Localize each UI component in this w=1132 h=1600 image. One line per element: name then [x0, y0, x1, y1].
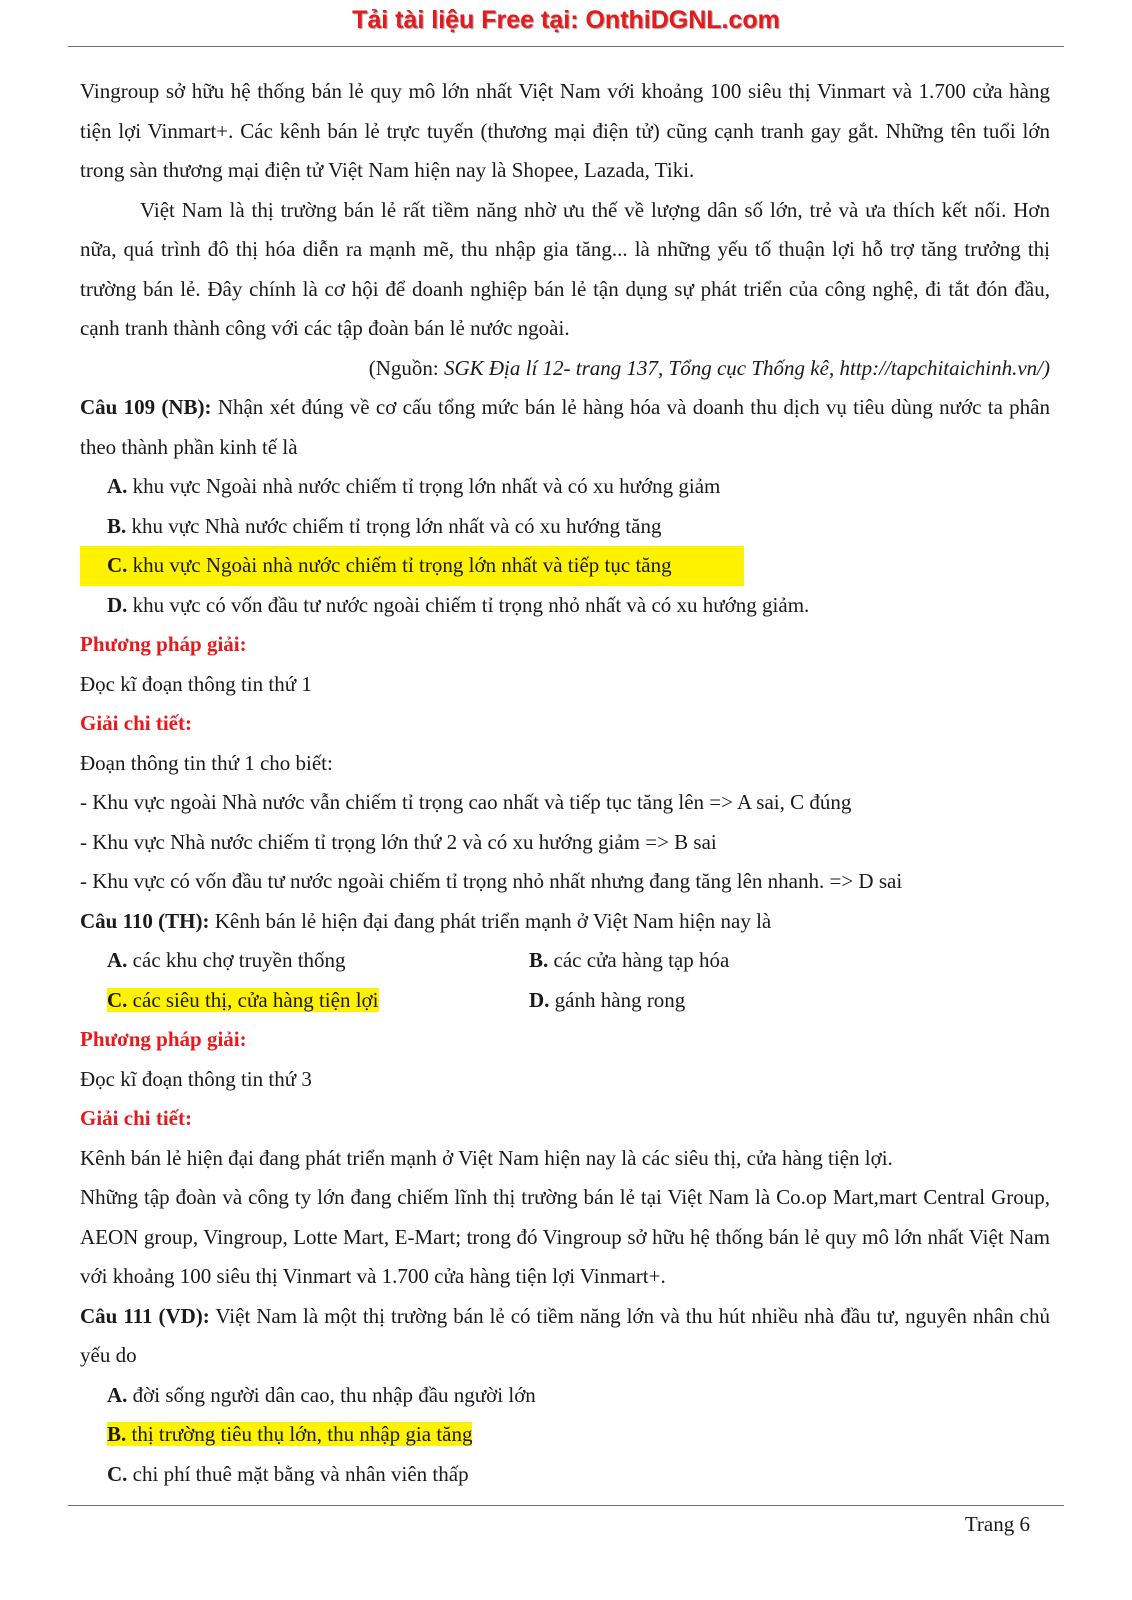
source-prefix: (Nguồn: — [368, 355, 444, 380]
source-italic: SGK Địa lí 12- trang 137, Tổng cục Thống kê, http://tapchitaichinh.vn/) — [443, 355, 1050, 380]
q110-method-text: Đọc kĩ đoạn thông tin thứ 3 — [80, 1066, 312, 1091]
option-text: khu vực Ngoài nhà nước chiếm tỉ trọng lớn nhất và tiếp tục tăng — [127, 553, 672, 577]
question-110-label: Câu 110 (TH): — [80, 908, 210, 933]
question-111-text: Việt Nam là một thị trường bán lẻ có tiềm năng lớn và thu hút nhiều nhà đầu tư, nguyên nhân chủ yếu do — [80, 1303, 1050, 1367]
q110-detail-line: Kênh bán lẻ hiện đại đang phát triển mạnh ở Việt Nam hiện nay là các siêu thị, cửa hàng tiện lợi. — [80, 1145, 893, 1170]
question-109 — [80, 388, 1050, 467]
q109-option-d — [80, 586, 1050, 626]
q110-option-b — [529, 941, 1050, 981]
q109-detail-line: - Khu vực ngoài Nhà nước vẫn chiếm tỉ trọng cao nhất và tiếp tục tăng lên => A sai, C đúng — [80, 790, 852, 814]
option-text: khu vực Nhà nước chiếm tỉ trọng lớn nhất và có xu hướng tăng — [126, 513, 662, 538]
option-key: A. — [107, 948, 128, 972]
option-text: khu vực Ngoài nhà nước chiếm tỉ trọng lớn nhất và có xu hướng giảm — [127, 474, 721, 498]
option-key: C. — [107, 553, 128, 577]
q110-options-row-1 — [80, 941, 1050, 981]
question-109-label: Câu 109 (NB): — [80, 395, 212, 419]
option-key: B. — [529, 948, 549, 972]
option-key: D. — [529, 987, 550, 1012]
q110-option-c-correct — [80, 981, 529, 1021]
q109-detail-line: - Khu vực Nhà nước chiếm tỉ trọng lớn thứ 2 và có xu hướng giảm => B sai — [80, 829, 717, 854]
option-key: D. — [107, 592, 128, 617]
question-109-text: Nhận xét đúng về cơ cấu tổng mức bán lẻ hàng hóa và doanh thu dịch vụ tiêu dùng nước ta phân theo thành phần kinh tế là — [80, 395, 1050, 459]
q109-detail-line: Đoạn thông tin thứ 1 cho biết: — [80, 750, 333, 775]
question-110 — [80, 902, 1050, 942]
site-header-title: Tải tài liệu Free tại: OnthiDGNL.com — [352, 6, 780, 34]
document-body — [80, 72, 1050, 1494]
option-text: gánh hàng rong — [549, 987, 686, 1012]
q109-method-title: Phương pháp giải: — [80, 632, 247, 656]
question-111-label: Câu 111 (VD): — [80, 1303, 210, 1328]
q110-detail-title: Giải chi tiết: — [80, 1106, 192, 1130]
q109-option-a — [80, 467, 1050, 507]
q109-detail-line: - Khu vực có vốn đầu tư nước ngoài chiếm tỉ trọng nhỏ nhất nhưng đang tăng lên nhanh. => D sai — [80, 869, 903, 893]
option-key: B. — [107, 1422, 127, 1446]
option-key: A. — [107, 474, 128, 498]
option-key: C. — [107, 987, 128, 1012]
option-key: A. — [107, 1382, 128, 1407]
q110-detail-line: Những tập đoàn và công ty lớn đang chiếm lĩnh thị trường bán lẻ tại Việt Nam là Co.op Mart,mart Central Group, AEON group, Vingroup, Lotte Mart, E-Mart; trong đó Vingroup sở hữu hệ thống bán lẻ quy mô lớn nhất Việt Nam với khoảng 100 siêu thị Vinmart và 1.700 cửa hàng tiện lợi Vinmart+. — [80, 1185, 1050, 1288]
option-text: các cửa hàng tạp hóa — [548, 948, 730, 972]
option-text: các khu chợ truyền thống — [127, 948, 346, 972]
q109-detail-title: Giải chi tiết: — [80, 711, 192, 735]
intro-paragraph-1: Vingroup sở hữu hệ thống bán lẻ quy mô lớn nhất Việt Nam với khoảng 100 siêu thị Vinmart và 1.700 cửa hàng tiện lợi Vinmart+. Các kênh bán lẻ trực tuyến (thương mại điện tử) cũng cạnh tranh gay gắt. Những tên tuổi lớn trong sàn thương mại điện tử Việt Nam hiện nay là Shopee, Lazada, Tiki. — [80, 79, 1050, 182]
option-key: C. — [107, 1461, 128, 1486]
option-text: khu vực có vốn đầu tư nước ngoài chiếm tỉ trọng nhỏ nhất và có xu hướng giảm. — [127, 592, 810, 617]
footer-divider — [68, 1505, 1064, 1506]
q110-option-d — [529, 981, 1050, 1021]
option-text: thị trường tiêu thụ lớn, thu nhập gia tăng — [126, 1422, 473, 1446]
q111-option-a — [80, 1376, 1050, 1416]
q110-options-row-2 — [80, 981, 1050, 1021]
option-text: chi phí thuê mặt bằng và nhân viên thấp — [127, 1461, 469, 1486]
q110-method-title: Phương pháp giải: — [80, 1027, 247, 1051]
question-110-text: Kênh bán lẻ hiện đại đang phát triển mạnh ở Việt Nam hiện nay là — [209, 908, 772, 933]
q109-method-text: Đọc kĩ đoạn thông tin thứ 1 — [80, 671, 312, 696]
source-citation — [80, 349, 1050, 389]
question-111 — [80, 1297, 1050, 1376]
q111-option-c — [80, 1455, 1050, 1495]
q109-option-b — [80, 507, 1050, 547]
q111-option-b-correct — [80, 1415, 1050, 1455]
q109-option-c-correct — [80, 546, 744, 586]
option-text: các siêu thị, cửa hàng tiện lợi — [127, 987, 379, 1012]
header-divider — [68, 46, 1064, 47]
page-number: Trang 6 — [964, 1512, 1030, 1536]
option-key: B. — [107, 513, 127, 538]
q110-option-a — [80, 941, 529, 981]
option-text: đời sống người dân cao, thu nhập đầu người lớn — [127, 1382, 536, 1407]
intro-paragraph-2: Việt Nam là thị trường bán lẻ rất tiềm năng nhờ ưu thế về lượng dân số lớn, trẻ và ưa thích kết nối. Hơn nữa, quá trình đô thị hóa diễn ra mạnh mẽ, thu nhập gia tăng... là những yếu tố thuận lợi hỗ trợ tăng trưởng thị trường bán lẻ. Đây chính là cơ hội để doanh nghiệp bán lẻ tận dụng sự phát triển của công nghệ, đi tắt đón đầu, cạnh tranh thành công với các tập đoàn bán lẻ nước ngoài. — [80, 197, 1050, 340]
